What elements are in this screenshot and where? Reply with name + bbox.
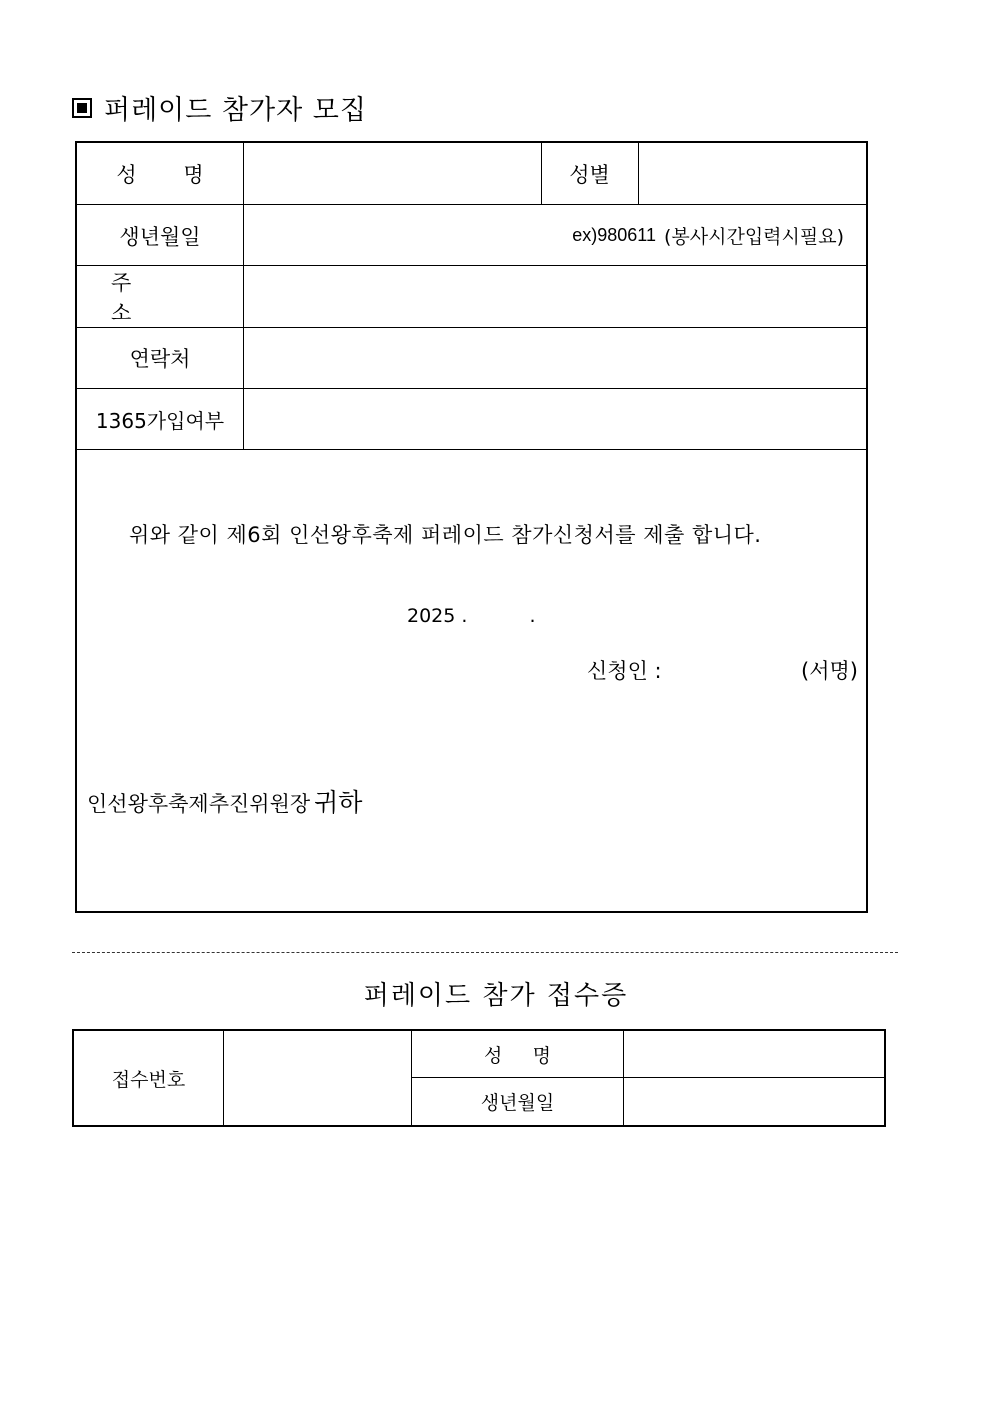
date-dot: . — [529, 605, 536, 627]
addressee — [87, 783, 362, 819]
address-label: 주 소 — [111, 270, 166, 325]
applicant-line — [587, 655, 858, 685]
gender-label: 성별 — [569, 162, 610, 187]
membership-label: 1365가입여부 — [95, 408, 225, 433]
membership-field[interactable] — [244, 389, 868, 449]
contact-label: 연락처 — [129, 347, 191, 371]
receipt-title: 퍼레이드 참가 접수증 — [363, 981, 629, 1011]
declaration-text: 위와 같이 제6회 인선왕후축제 퍼레이드 참가신청서를 제출 합니다. — [129, 523, 762, 547]
birth-note: (봉사시간입력시필요) — [663, 226, 844, 248]
square-bullet-icon — [72, 98, 92, 118]
addressee-name: 인선왕후축제추진위원장 — [87, 792, 311, 816]
receipt-birth-label: 생년월일 — [480, 1092, 555, 1114]
applicant-label: 신청인 : — [587, 659, 662, 683]
receipt-table — [72, 1029, 886, 1127]
addressee-honorific: 귀하 — [314, 788, 363, 817]
application-date — [407, 605, 535, 627]
page-title-text: 퍼레이드 참가자 모집 — [104, 95, 367, 126]
receipt-birth-field[interactable] — [624, 1078, 884, 1125]
application-form — [75, 141, 868, 913]
receipt-number-field[interactable] — [224, 1031, 411, 1125]
receipt-name-label: 성 명 — [484, 1044, 551, 1067]
address-field[interactable] — [244, 266, 868, 327]
row-divider — [77, 449, 866, 450]
signature-label: (서명) — [801, 659, 858, 683]
date-year: 2025 . — [407, 605, 468, 627]
receipt-name-field[interactable] — [624, 1031, 884, 1077]
page-title — [72, 88, 367, 127]
name-label: 성 명 — [116, 162, 224, 187]
gender-field[interactable] — [639, 143, 868, 204]
birth-example: ex)980611 — [572, 225, 656, 245]
birth-label: 생년월일 — [119, 224, 201, 249]
contact-field[interactable] — [244, 328, 868, 388]
name-field[interactable] — [244, 143, 541, 204]
receipt-number-label: 접수번호 — [111, 1068, 186, 1091]
cut-line — [72, 952, 898, 953]
birth-field[interactable] — [572, 205, 844, 266]
